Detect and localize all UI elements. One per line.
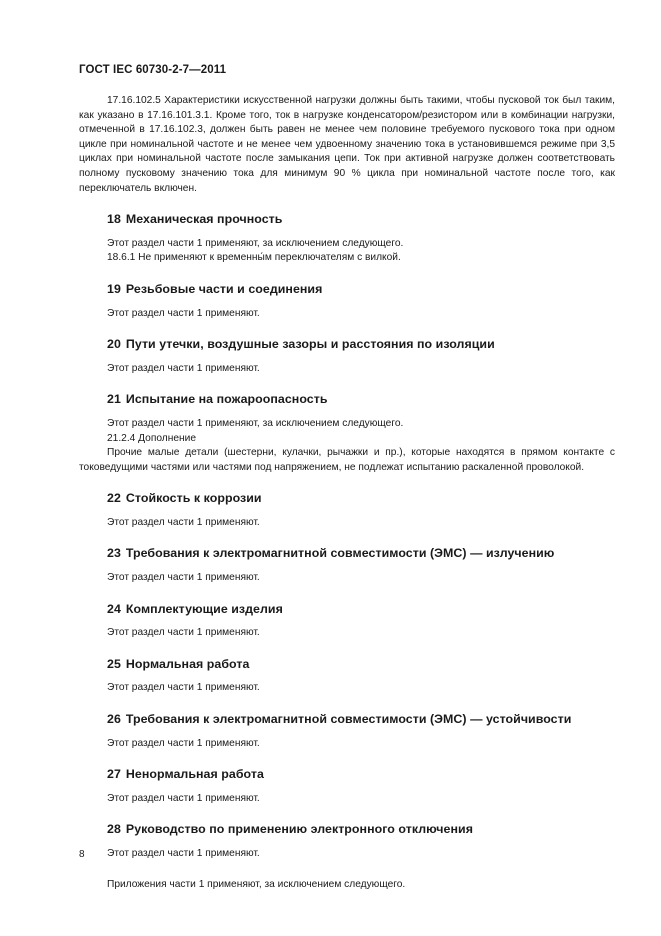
- section-heading: [79, 212, 615, 227]
- section-title: Ненормальная работа: [125, 767, 264, 782]
- section-text: Этот раздел части 1 применяют.: [107, 737, 260, 749]
- section-heading: [79, 337, 615, 352]
- section-number: 26: [107, 712, 121, 727]
- section-heading: [79, 767, 615, 782]
- section-heading: [79, 282, 615, 297]
- section-title: Стойкость к коррозии: [125, 491, 262, 506]
- section-heading: [79, 602, 615, 617]
- intro-paragraph: 17.16.102.5 Характеристики искусственной нагрузки должны быть такими, чтобы пусковой ток был таким, как указано в 17.16.101.3.1. Кроме того, ток в нагрузке конденсатором/резистором или в комбинации нагрузки, отмеченной в 17.16.102.3, должен быть равен не менее чем половине требуемого пускового тока при одном цикле при номинальной частоте и не менее чем удвоенному значению тока в установившемся режиме при 3,5 циклах при номинальной частоте после замыкания цепи. Ток при активной нагрузке должен соответствовать полному пусковому значению тока для минимум 90 % цикла при номинальной частоте после того, как переключатель включен.: [79, 95, 615, 194]
- section-title: Механическая прочность: [125, 212, 283, 227]
- section-number: 23: [107, 546, 121, 561]
- section-text: Этот раздел части 1 применяют.: [107, 682, 260, 694]
- section-text: Этот раздел части 1 применяют.: [107, 307, 260, 319]
- document-header: ГОСТ IEC 60730-2-7—2011: [79, 64, 227, 76]
- section-number: 19: [107, 281, 121, 296]
- section-number: 21: [107, 392, 121, 407]
- section-title: Пути утечки, воздушные зазоры и расстояния по изоляции: [125, 337, 495, 352]
- section-20: [79, 337, 615, 376]
- section-text: Этот раздел части 1 применяют.: [107, 516, 260, 528]
- section-text: Этот раздел части 1 применяют.: [107, 848, 260, 859]
- section-number: 27: [107, 767, 121, 782]
- sections-list: [79, 212, 615, 861]
- section-25: [79, 657, 615, 696]
- section-24: [79, 602, 615, 641]
- section-text: Этот раздел части 1 применяют.: [107, 792, 260, 804]
- section-number: 25: [107, 656, 121, 671]
- section-heading: [79, 822, 615, 837]
- section-paragraph: Прочие малые детали (шестерни, кулачки, рычажки и пр.), которые находятся в прямом контакте с токоведущими частями или частями под напряжением, не подлежат испытанию раскаленной проволокой.: [79, 447, 615, 473]
- section-heading: [79, 712, 615, 727]
- section-number: 18: [107, 212, 121, 227]
- page-content: [79, 94, 615, 902]
- page-number: 8: [79, 849, 85, 860]
- section-text: 18.6.1 Не применяют к временны́м переключателям с вилкой.: [107, 252, 401, 264]
- section-title: Комплектующие изделия: [125, 601, 283, 616]
- section-title: Требования к электромагнитной совместимости (ЭМС) — устойчивости: [125, 712, 572, 727]
- section-number: 24: [107, 601, 121, 616]
- section-19: [79, 282, 615, 321]
- section-text: Этот раздел части 1 применяют.: [107, 627, 260, 639]
- section-heading: [79, 657, 615, 672]
- section-text: Этот раздел части 1 применяют.: [107, 362, 260, 374]
- section-22: [79, 491, 615, 530]
- section-28: [79, 822, 615, 861]
- section-18: [79, 212, 615, 266]
- closing-paragraph: Приложения части 1 применяют, за исключением следующего.: [107, 878, 406, 890]
- section-title: Испытание на пожароопасность: [125, 392, 328, 407]
- section-text: Этот раздел части 1 применяют, за исключением следующего.: [107, 417, 404, 429]
- section-27: [79, 767, 615, 806]
- section-26: [79, 712, 615, 751]
- section-number: 22: [107, 491, 121, 506]
- section-number: 20: [107, 337, 121, 352]
- section-number: 28: [107, 822, 121, 837]
- section-title: Резьбовые части и соединения: [125, 281, 323, 296]
- section-heading: [79, 392, 615, 407]
- section-21: [79, 392, 615, 475]
- section-heading: [79, 491, 615, 506]
- section-23: [79, 546, 615, 585]
- section-text: Этот раздел части 1 применяют, за исключением следующего.: [107, 237, 404, 249]
- section-text: 21.2.4 Дополнение: [107, 432, 197, 444]
- section-heading: [79, 546, 615, 561]
- section-title: Нормальная работа: [125, 656, 250, 671]
- section-title: Требования к электромагнитной совместимости (ЭМС) — излучению: [125, 546, 555, 561]
- section-text: Этот раздел части 1 применяют.: [107, 572, 260, 584]
- section-title: Руководство по применению электронного отключения: [125, 822, 473, 837]
